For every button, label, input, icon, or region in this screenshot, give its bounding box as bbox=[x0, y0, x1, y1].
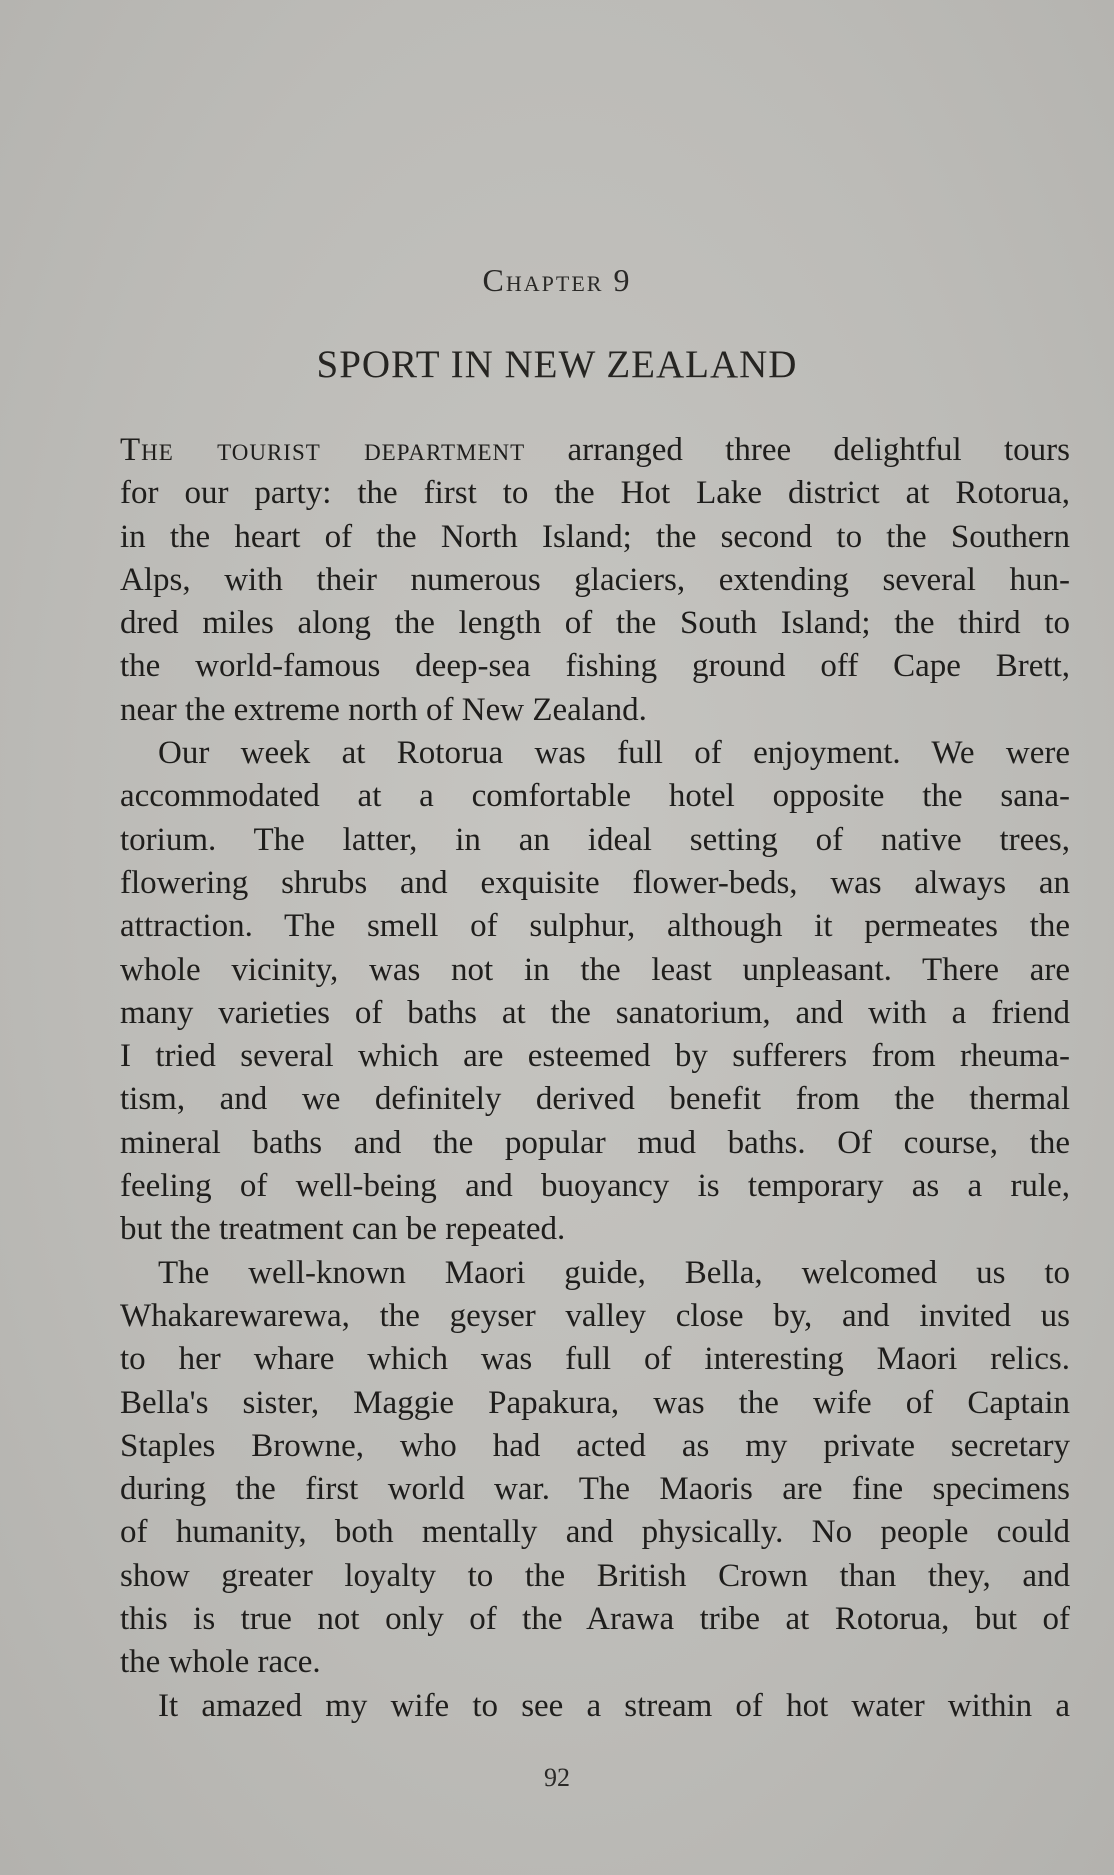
text-line: many varieties of baths at the sanatorium, and with a friend bbox=[120, 994, 1070, 1031]
text-line: attraction. The smell of sulphur, although it permeates the bbox=[120, 908, 1070, 945]
chapter-title: SPORT IN NEW ZEALAND bbox=[316, 343, 798, 386]
text-line: but the treatment can be repeated. bbox=[120, 1211, 566, 1248]
opening-rest: arranged three delightful tours bbox=[525, 432, 1070, 468]
opening-smallcaps: The tourist department bbox=[120, 432, 526, 468]
text-line: torium. The latter, in an ideal setting of native trees, bbox=[120, 821, 1070, 858]
text-line: I tried several which are esteemed by sufferers from rheuma- bbox=[120, 1038, 1070, 1075]
page-number: 92 bbox=[544, 1763, 570, 1792]
text-line bbox=[120, 429, 1070, 472]
text-line: whole vicinity, was not in the least unpleasant. There are bbox=[120, 951, 1070, 988]
text-line: Alps, with their numerous glaciers, extending several hun- bbox=[120, 561, 1070, 598]
text-line: Whakarewarewa, the geyser valley close by, and invited us bbox=[120, 1297, 1070, 1334]
text-line: the world-famous deep-sea fishing ground off Cape Brett, bbox=[120, 648, 1070, 685]
text-line: of humanity, both mentally and physically. No people could bbox=[120, 1514, 1070, 1551]
chapter-number: Chapter 9 bbox=[482, 262, 632, 298]
text-line: show greater loyalty to the British Crown than they, and bbox=[120, 1557, 1070, 1594]
text-line: during the first world war. The Maoris are fine specimens bbox=[120, 1471, 1070, 1508]
text-line: Staples Browne, who had acted as my private secretary bbox=[120, 1427, 1070, 1464]
text-line: flowering shrubs and exquisite flower-beds, was always an bbox=[120, 864, 1070, 901]
text-line: for our party: the first to the Hot Lake district at Rotorua, bbox=[120, 475, 1070, 512]
text-line: It amazed my wife to see a stream of hot water within a bbox=[158, 1687, 1070, 1724]
body-text bbox=[120, 429, 1070, 1728]
text-line: dred miles along the length of the South Island; the third to bbox=[120, 605, 1070, 642]
text-line: mineral baths and the popular mud baths. Of course, the bbox=[120, 1124, 1070, 1161]
text-line: the whole race. bbox=[120, 1644, 321, 1681]
text-line: this is true not only of the Arawa tribe at Rotorua, but of bbox=[120, 1601, 1070, 1638]
text-line: Bella's sister, Maggie Papakura, was the wife of Captain bbox=[120, 1384, 1070, 1421]
text-line: in the heart of the North Island; the second to the Southern bbox=[120, 518, 1070, 555]
text-line: Our week at Rotorua was full of enjoyment. We were bbox=[158, 735, 1070, 772]
text-line: accommodated at a comfortable hotel opposite the sana- bbox=[120, 778, 1070, 815]
text-line: tism, and we definitely derived benefit from the thermal bbox=[120, 1081, 1070, 1118]
text-line: feeling of well-being and buoyancy is temporary as a rule, bbox=[120, 1168, 1070, 1205]
text-line: near the extreme north of New Zealand. bbox=[120, 691, 647, 728]
text-line: to her whare which was full of interesting Maori relics. bbox=[120, 1341, 1070, 1378]
text-line: The well-known Maori guide, Bella, welcomed us to bbox=[158, 1254, 1070, 1291]
